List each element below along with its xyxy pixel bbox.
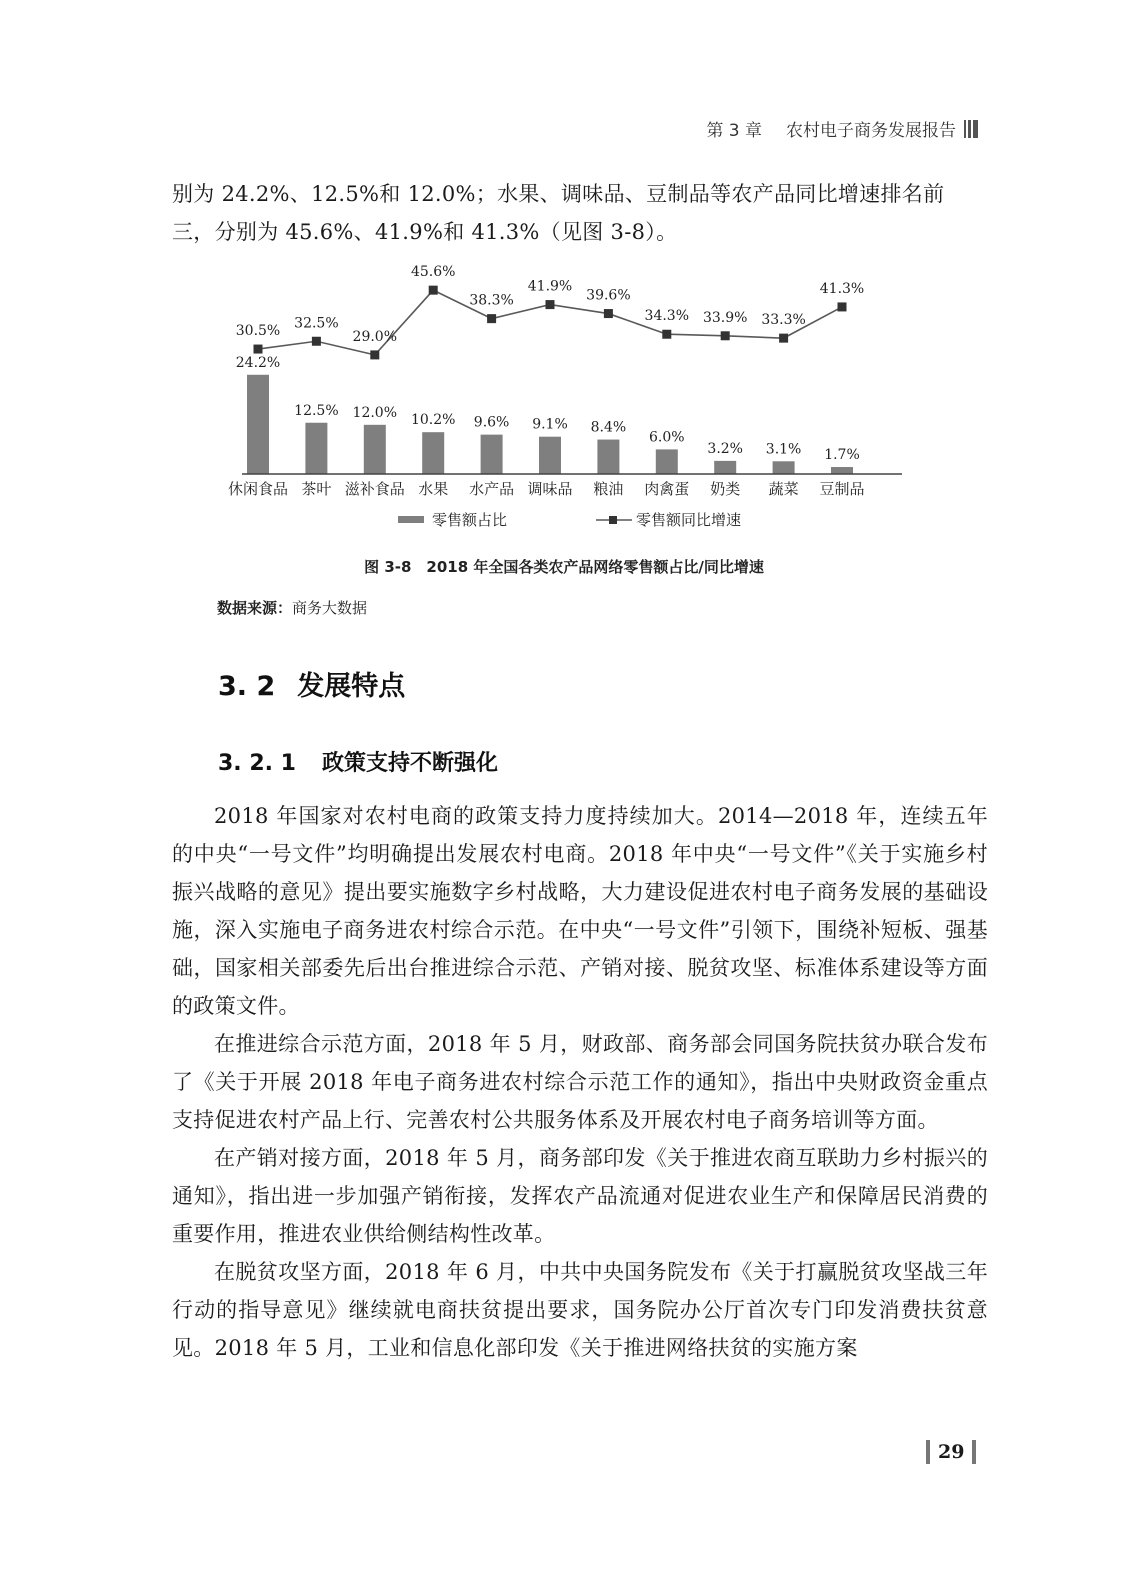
- bar-value-label-6: 8.4%: [590, 419, 627, 436]
- bar-value-label-7: 6.0%: [649, 429, 685, 446]
- bar-value-label-9: 3.1%: [765, 441, 802, 458]
- line-marker-2: [370, 350, 379, 359]
- page-number-bar-left: [926, 1440, 930, 1464]
- line-value-label-7: 34.3%: [644, 308, 690, 325]
- bar-1: [305, 423, 327, 474]
- category-label-7: 肉禽蛋: [644, 480, 690, 498]
- section-title: 发展特点: [297, 671, 406, 702]
- line-value-label-3: 45.6%: [410, 264, 456, 281]
- line-marker-3: [429, 286, 438, 295]
- intro-text: [172, 175, 988, 251]
- line-marker-7: [662, 330, 671, 339]
- bar-value-label-1: 12.5%: [294, 402, 339, 419]
- line-value-label-8: 33.9%: [702, 309, 748, 326]
- line-marker-1: [312, 337, 321, 346]
- paragraph: 在脱贫攻坚方面，2018 年 6 月，中共中央国务院发布《关于打赢脱贫攻坚战三年行动的指导意见》继续就电商扶贫提出要求，国务院办公厅首次专门印发消费扶贫意见。2018 年 5 月，工业和信息化部印发《关于推进网络扶贫的实施方案: [172, 1260, 988, 1360]
- bar-value-label-4: 9.6%: [473, 414, 510, 431]
- category-label-3: 水果: [418, 480, 449, 498]
- source-text: 商务大数据: [292, 599, 368, 617]
- line-value-label-10: 41.3%: [819, 280, 865, 297]
- running-header: [706, 116, 978, 141]
- category-label-9: 蔬菜: [768, 480, 799, 498]
- data-source: [217, 597, 367, 618]
- category-label-4: 水产品: [469, 480, 515, 498]
- category-label-10: 豆制品: [819, 480, 865, 498]
- category-label-6: 粮油: [593, 480, 624, 498]
- category-label-8: 奶类: [710, 480, 741, 498]
- line-value-label-6: 39.6%: [586, 287, 631, 304]
- section-number: 3. 2: [218, 671, 276, 702]
- line-marker-4: [487, 314, 496, 323]
- line-value-label-0: 30.5%: [235, 323, 281, 340]
- chapter-title: 农村电子商务发展报告: [786, 121, 956, 141]
- bar-6: [597, 440, 619, 474]
- line-marker-5: [546, 300, 555, 309]
- bar-value-label-5: 9.1%: [532, 416, 568, 433]
- line-marker-0: [254, 345, 263, 354]
- line-value-label-2: 29.0%: [352, 328, 398, 345]
- chart-legend: [398, 511, 741, 529]
- bar-10: [831, 467, 853, 474]
- legend-bar-swatch: [398, 516, 424, 523]
- line-value-label-1: 32.5%: [294, 315, 339, 332]
- bar-2: [364, 425, 386, 474]
- intro-line-1: 别为 24.2%、12.5%和 12.0%；水果、调味品、豆制品等农产品同比增速排名前: [172, 182, 945, 206]
- bar-8: [714, 461, 736, 474]
- paragraph: 在推进综合示范方面，2018 年 5 月，财政部、商务部会同国务院扶贫办联合发布了《关于开展 2018 年电子商务进农村综合示范工作的通知》，指出中央财政资金重点支持促进农村产品上行、完善农村公共服务体系及开展农村电子商务培训等方面。: [172, 1032, 988, 1132]
- section-heading: [218, 664, 405, 703]
- chapter-label: 第 3 章: [706, 121, 762, 141]
- bar-value-label-0: 24.2%: [235, 354, 281, 371]
- legend-line-label: 零售额同比增速: [636, 511, 742, 529]
- intro-line-2: 三，分别为 45.6%、41.9%和 41.3%（见图 3-8）。: [172, 220, 678, 244]
- legend-line-marker: [609, 516, 617, 524]
- page-number-value: 29: [938, 1441, 965, 1463]
- bar-4: [481, 435, 503, 474]
- subsection-heading: [218, 746, 498, 777]
- paragraph: 在产销对接方面，2018 年 5 月，商务部印发《关于推进农商互联助力乡村振兴的通知》，指出进一步加强产销衔接，发挥农产品流通对促进农业生产和保障居民消费的重要作用，推进农业供给侧结构性改革。: [172, 1146, 988, 1246]
- source-label: 数据来源：: [217, 599, 293, 617]
- category-label-1: 茶叶: [301, 480, 332, 498]
- line-marker-9: [779, 334, 788, 343]
- paragraph: 2018 年国家对农村电商的政策支持力度持续加大。2014—2018 年，连续五年的中央“一号文件”均明确提出发展农村电商。2018 年中央“一号文件”《关于实施乡村振兴战略的意见》提出要实施数字乡村战略，大力建设促进农村电子商务发展的基础设施，深入实施电子商务进农村综合示范。在中央“一号文件”引领下，围绕补短板、强基础，国家相关部委先后出台推进综合示范、产销对接、脱贫攻坚、标准体系建设等方面的政策文件。: [172, 804, 988, 1018]
- line-marker-6: [604, 309, 613, 318]
- category-label-2: 滋补食品: [344, 480, 405, 498]
- growth-line: [258, 287, 842, 355]
- category-label-0: 休闲食品: [227, 480, 289, 498]
- subsection-title: 政策支持不断强化: [321, 751, 498, 776]
- line-marker-10: [838, 302, 847, 311]
- line-value-label-4: 38.3%: [469, 292, 514, 309]
- body-text: [172, 797, 988, 1367]
- bar-value-label-2: 12.0%: [352, 404, 398, 421]
- bar-5: [539, 437, 561, 474]
- bar-7: [656, 449, 678, 474]
- line-marker-8: [721, 331, 730, 340]
- bar-3: [422, 432, 444, 474]
- bar-value-label-3: 10.2%: [410, 412, 456, 429]
- line-value-label-5: 41.9%: [527, 278, 573, 295]
- page-number: [926, 1440, 976, 1464]
- figure-caption: 图 3-8 2018 年全国各类农产品网络零售额占比/同比增速: [364, 558, 764, 576]
- bar-value-label-8: 3.2%: [707, 440, 743, 457]
- bar-9: [773, 461, 795, 474]
- line-value-label-9: 33.3%: [761, 312, 806, 329]
- subsection-number: 3. 2. 1: [218, 751, 296, 776]
- bar-value-label-10: 1.7%: [824, 447, 860, 464]
- line-series: [254, 286, 847, 360]
- header-bars-decoration: [964, 120, 978, 138]
- category-label-5: 调味品: [527, 480, 573, 498]
- legend-bar-label: 零售额占比: [432, 511, 508, 529]
- page-number-bar-right: [972, 1440, 976, 1464]
- retail-share-growth-chart: [220, 262, 920, 542]
- bar-0: [247, 375, 269, 474]
